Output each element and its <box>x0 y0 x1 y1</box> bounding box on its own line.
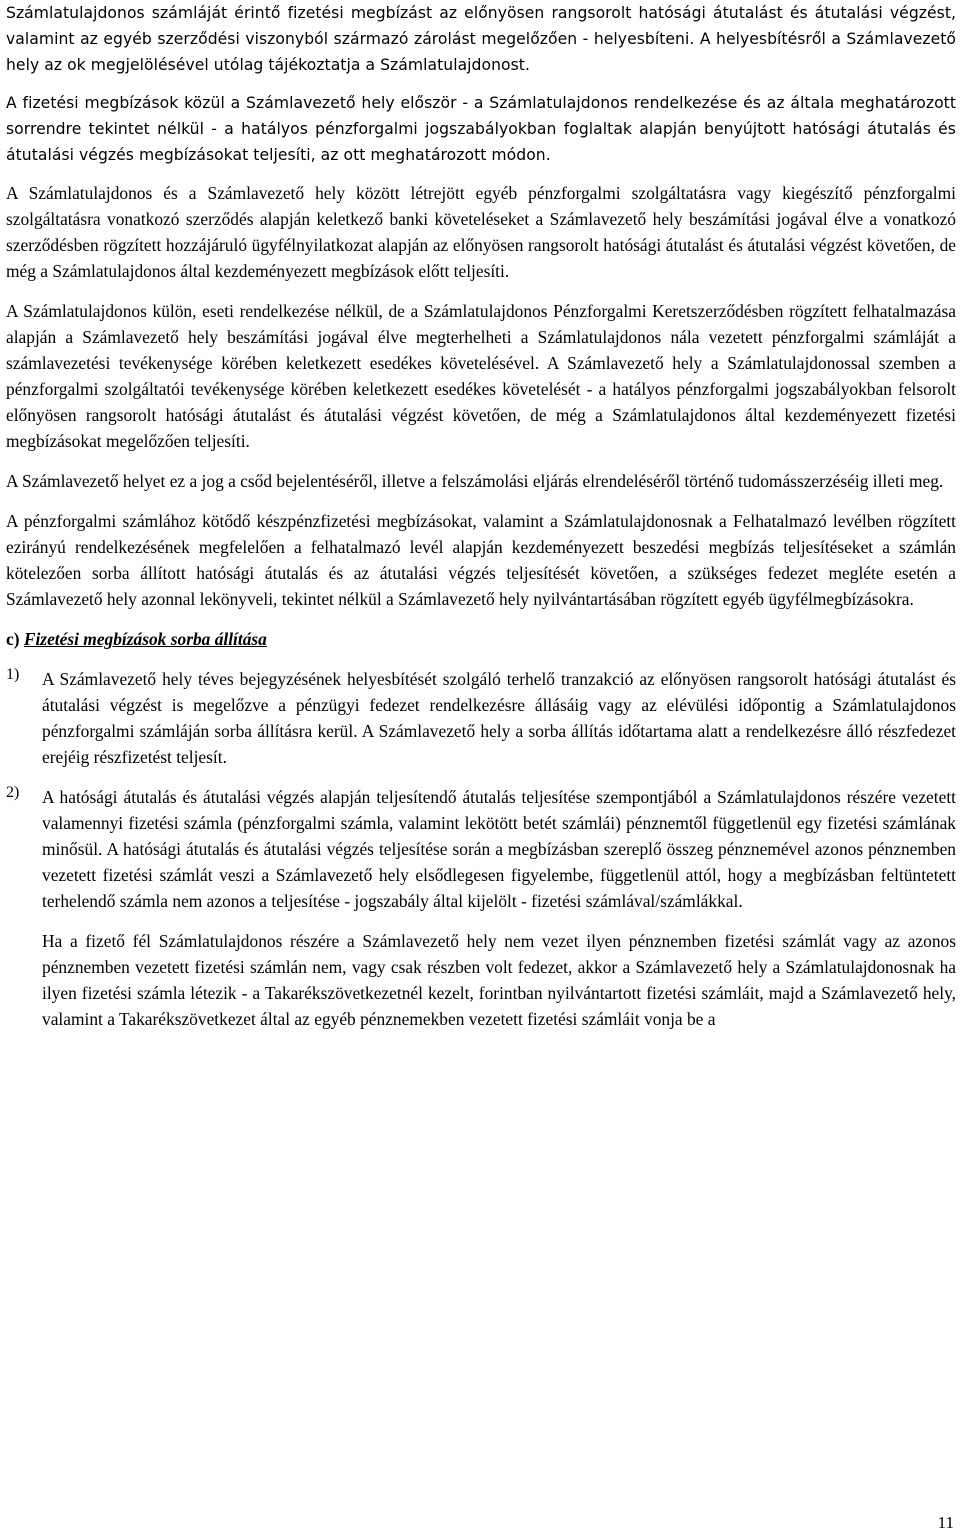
list-item <box>6 784 956 914</box>
list-item-text: A hatósági átutalás és átutalási végzés alapján teljesítendő átutalás teljesítése szempontjából a Számlatulajdonos részére vezetett valamennyi fizetési számla (pénzforgalmi számla, valamint lekötött betét számlái) pénznemtől függetlenül egy fizetési számlának minősül. A hatósági átutalás és átutalási végzés teljesítése során a megbízásban szereplő összeg pénznemével azonos pénznemben vezetett fizetési számlát veszi a Számlavezető hely elsődlegesen figyelembe, függetlenül attól, hogy a megbízásban feltüntetett terhelendő számla nem azonos a teljesítése - jogszabály által kijelölt - fizetési számlával/számlákkal. <box>42 787 956 911</box>
paragraph-correction: Számlatulajdonos számláját érintő fizetési megbízást az előnyösen rangsorolt hatósági átutalást és átutalási végzést, valamint az egyéb szerződési viszonyból származó zárolást megelőzően - helyesbíteni. A helyesbítésről a Számlavezető hely az ok megjelölésével utólag tájékoztatja a Számlatulajdonost. <box>6 4 956 74</box>
indented-paragraph <box>6 928 956 1032</box>
paragraph-cash-payment-orders: A pénzforgalmi számlához kötődő készpénzfizetési megbízásokat, valamint a Számlatulajdonosnak a Felhatalmazó levélben rögzített ezirányú rendelkezésének megfelelően a felhatalmazó levél alapján kezdeményezett beszedési megbízás teljesítéseket a számlán kötelezően sorba állított hatósági átutalás és az átutalási végzés teljesítését követően, a szükséges fedezet megléte esetén a Számlavezető hely azonnal lekönyveli, tekintet nélkül a Számlavezető hely nyilvántartásában rögzített egyéb ügyfélmegbízásokra. <box>6 511 956 609</box>
list-item-number: 1) <box>6 666 20 683</box>
section-label: c) <box>6 629 20 649</box>
paragraph-right-validity: A Számlavezető helyet ez a jog a csőd bejelentéséről, illetve a felszámolási eljárás elrendeléséről történő tudomásszerzéséig illeti meg. <box>6 471 944 491</box>
list-item-number: 2) <box>6 784 20 801</box>
list-item <box>6 666 956 770</box>
section-title: Fizetési megbízások sorba állítása <box>23 629 267 649</box>
document-page <box>6 0 956 1032</box>
page-number: 11 <box>937 1513 954 1532</box>
section-heading <box>6 626 956 652</box>
paragraph-set-off-right: A Számlatulajdonos külön, eseti rendelkezése nélkül, de a Számlatulajdonos Pénzforgalmi Keretszerződésben rögzített felhatalmazása alapján a Számlavezető hely beszámítási jogával élve megterhelheti a Számlatulajdonos nála vezetett pénzforgalmi számláját a számlavezetési tevékenysége körében keletkezett esedékes követelésével. A Számlavezető hely a Számlatulajdonossal szemben a pénzforgalmi szolgáltatói tevékenysége körében keletkezett esedékes követelését - a hatályos pénzforgalmi jogszabályokban felsorolt előnyösen rangsorolt hatósági átutalást és átutalási végzést követően, de még a Számlatulajdonos által kezdeményezett fizetési megbízásokat megelőzően teljesíti. <box>6 301 956 451</box>
paragraph-payment-order-priority: A fizetési megbízások közül a Számlavezető hely először - a Számlatulajdonos rendelkezése és az általa meghatározott sorrendre tekintet nélkül - a hatályos pénzforgalmi jogszabályokban foglaltak alapján benyújtott hatósági átutalás és átutalási végzés megbízásokat teljesíti, az ott meghatározott módon. <box>6 94 956 164</box>
continuation-text: Ha a fizető fél Számlatulajdonos részére a Számlavezető hely nem vezet ilyen pénznemben fizetési számlát vagy az azonos pénznemben vezetett fizetési számlán nem, vagy csak részben volt fedezet, akkor a Számlavezető hely a Számlatulajdonosnak ha ilyen fizetési számla létezik - a Takarékszövetkezetnél kezelt, forintban nyilvántartott fizetési számláit, majd a Számlavezető hely, valamint a Takarékszövetkezet által az egyéb pénznemekben vezetett fizetési számláit vonja be a <box>42 931 956 1029</box>
list-item-text: A Számlavezető hely téves bejegyzésének helyesbítését szolgáló terhelő tranzakció az előnyösen rangsorolt hatósági átutalást és átutalási végzést is megelőzve a pénzügyi fedezet rendelkezésre állásáig vagy az elévülési időpontig a Számlatulajdonos pénzforgalmi számláján sorba állításra kerül. A Számlavezető hely a sorba állítás időtartama alatt a rendelkezésre álló részfedezet erejéig részfizetést teljesít. <box>42 669 956 767</box>
paragraph-bank-claims: A Számlatulajdonos és a Számlavezető hely között létrejött egyéb pénzforgalmi szolgáltatásra vagy kiegészítő pénzforgalmi szolgáltatásra vonatkozó szerződés alapján keletkező banki követeléseket a Számlavezető hely beszámítási jogával élve a vonatkozó szerződésben rögzített hozzájáruló ügyfélnyilatkozat alapján az előnyösen rangsorolt hatósági átutalást és átutalási végzést követően, de még a Számlatulajdonos által kezdeményezett megbízások előtt teljesíti. <box>6 183 956 281</box>
